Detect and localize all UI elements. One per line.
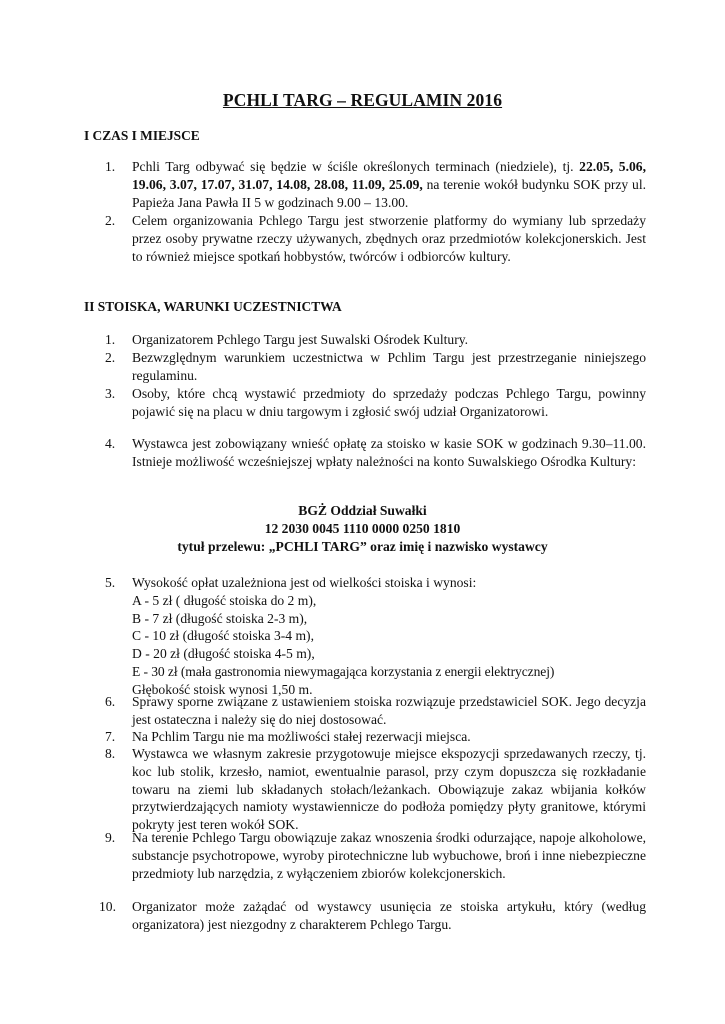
fee-line: D - 20 zł (długość stoiska 4-5 m), bbox=[132, 646, 315, 662]
item-number: 5. bbox=[105, 575, 116, 590]
item-text: Organizatorem Pchlego Targu jest Suwalski Ośrodek Kultury. bbox=[132, 332, 469, 347]
fee-line: Głębokość stoisk wynosi 1,50 m. bbox=[132, 681, 313, 697]
item-text: Pchli Targ odbywać się będzie w ściśle określonych terminach (niedziele), tj. 22.05, 5.06, 19.06, 3.07, 17.07, 31.07, 14.08, 28.08, 11.09, 25.09, na terenie wokół budynku SOK przy ul. Papieża Jana Pawła II 5 w godzinach 9.00 – 13.00. bbox=[132, 159, 646, 210]
fee-line: C - 10 zł (długość stoiska 3-4 m), bbox=[132, 628, 314, 644]
bank-account: 12 2030 0045 1110 0000 0250 1810 bbox=[264, 521, 461, 536]
item-number: 1. bbox=[105, 332, 116, 347]
item-number: 2. bbox=[105, 213, 116, 228]
fee-intro: Wysokość opłat uzależniona jest od wielkości stoiska i wynosi: bbox=[132, 575, 477, 590]
item-text bbox=[132, 574, 646, 699]
item-text: Wystawca we własnym zakresie przygotowuje miejsce ekspozycji sprzedawanych rzeczy, tj. koc lub stolik, krzesło, namiot, ewentualnie parasol, przy czym dopuszcza się rozkładanie towaru na ziemi lub składanych stołach/leżankach. Obowiązuje zakaz wbijania kołków przytwierdzających namioty wystawiennicze do podłoża pomiędzy płyty granitowe, którymi pokryty jest teren wokół SOK. bbox=[132, 746, 646, 833]
item-number: 1. bbox=[105, 159, 116, 174]
item-number: 6. bbox=[105, 694, 116, 709]
fee-line: A - 5 zł ( długość stoiska do 2 m), bbox=[132, 592, 317, 608]
item-number: 4. bbox=[105, 436, 116, 451]
item-text: Bezwzględnym warunkiem uczestnictwa w Pchlim Targu jest przestrzeganie niniejszego regulaminu. bbox=[132, 350, 646, 383]
item-number: 7. bbox=[105, 729, 116, 744]
item-text: Na terenie Pchlego Targu obowiązuje zakaz wnoszenia środki odurzające, napoje alkoholowe, substancje psychotropowe, wyroby pirotechniczne lub wybuchowe, broń i inne niebezpieczne przedmioty lub narzędzia, z wyłączeniem zbiorów kolekcjonerskich. bbox=[132, 830, 646, 881]
item-text: Wystawca jest zobowiązany wnieść opłatę za stoisko w kasie SOK w godzinach 9.30–11.00. Istnieje możliwość wcześniejszej wpłaty należności na konto Suwalskiego Ośrodka Kultury: bbox=[132, 436, 646, 469]
item-number: 8. bbox=[105, 746, 116, 761]
market-dates: 22.05, 5.06, 19.06, 3.07, 17.07, 31.07, 14.08, 28.08, 11.09, 25.09, bbox=[132, 159, 646, 192]
section-heading-2: II STOISKA, WARUNKI UCZESTNICTWA bbox=[84, 299, 342, 314]
bank-name: BGŻ Oddział Suwałki bbox=[298, 503, 427, 518]
item-number: 9. bbox=[105, 830, 116, 845]
item-number: 3. bbox=[105, 386, 116, 401]
item-text: Sprawy sporne związane z ustawieniem stoiska rozwiązuje przedstawiciel SOK. Jego decyzja jest ostateczna i należy się do niej dostosować. bbox=[132, 694, 646, 727]
fee-line: E - 30 zł (mała gastronomia niewymagająca korzystania z energii elektrycznej) bbox=[132, 663, 555, 679]
transfer-title: tytuł przelewu: „PCHLI TARG” oraz imię i nazwisko wystawcy bbox=[177, 539, 548, 554]
section-heading-1: I CZAS I MIEJSCE bbox=[84, 128, 200, 143]
document-title: PCHLI TARG – REGULAMIN 2016 bbox=[222, 90, 503, 110]
item-text: Celem organizowania Pchlego Targu jest stworzenie platformy do wymiany lub sprzedaży przez osoby prywatne rzeczy używanych, zbędnych oraz przedmiotów kolekcjonerskich. Jest to również miejsce spotkań hobbystów, twórców i odbiorców kultury. bbox=[132, 213, 646, 264]
item-text: Osoby, które chcą wystawić przedmioty do sprzedaży podczas Pchlego Targu, powinny pojawić się na placu w dniu targowym i zgłosić swój udział Organizatorowi. bbox=[132, 386, 646, 419]
item-text: Organizator może zażądać od wystawcy usunięcia ze stoiska artykułu, który (według organizatora) jest niezgodny z charakterem Pchlego Targu. bbox=[132, 899, 646, 932]
item-text: Na Pchlim Targu nie ma możliwości stałej rezerwacji miejsca. bbox=[132, 729, 471, 744]
fee-line: B - 7 zł (długość stoiska 2-3 m), bbox=[132, 610, 308, 626]
item-number: 2. bbox=[105, 350, 116, 365]
item-number: 10. bbox=[99, 899, 116, 914]
